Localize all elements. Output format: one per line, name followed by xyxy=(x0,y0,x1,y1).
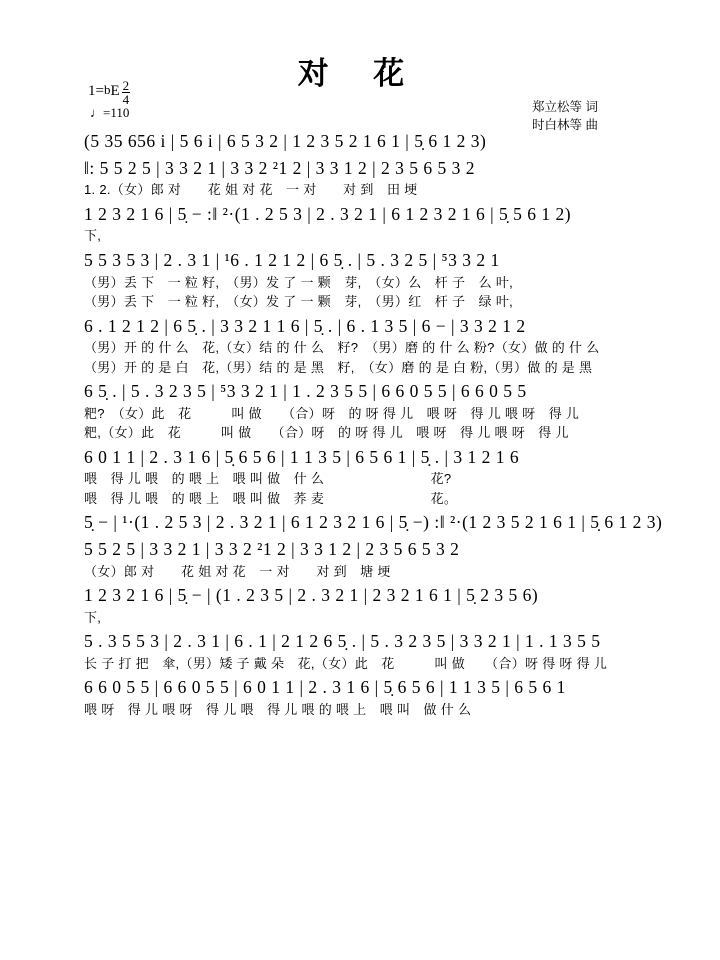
lyric-line-verse1: 粑? （女）此 花 叫 做 （合）呀 的 呀 得 儿 喂 呀 得 儿 喂 呀 得 儿 xyxy=(84,405,580,421)
music-system-8 xyxy=(0,511,720,535)
music-system-4 xyxy=(0,249,720,312)
notation-line: 6 . 1 2 1 2 | 6 5̣ . | 3 3 2 1 1 6 | 5̣ . | 6 . 1 3 5 | 6 − | 3 3 2 1 2 xyxy=(84,315,526,336)
lyric-line-verse2: （男）丢 下 一 粒 籽, （女）发 了 一 颗 芽, （男）红 杆 子 绿 叶, xyxy=(84,294,514,309)
lyric-line-verse1: （男）丢 下 一 粒 籽, （男）发 了 一 颗 芽, （女）么 杆 子 么 叶, xyxy=(84,274,514,290)
notation-line: ‖: 5 5 2 5 | 3 3 2 1 | 3 3 2 ²1 2 | 3 3 1 2 | 2 3 5 6 5 3 2 xyxy=(84,157,476,178)
notation-line: 6 5̣ . | 5 . 3 2 3 5 | ⁵3 3 2 1 | 1 . 2 3 5 5 | 6 6 0 5 5 | 6 6 0 5 5 xyxy=(84,381,527,402)
time-signature-denominator: 4 xyxy=(122,92,130,107)
notation-line: 6 0 1 1 | 2 . 3 1 6 | 5̣ 6 5 6 | 1 1 3 5 | 6 5 6 1 | 5̣ . | 3 1 2 1 6 xyxy=(84,446,520,467)
score-body xyxy=(0,130,720,723)
key-signature xyxy=(88,78,130,105)
music-system-9 xyxy=(0,538,720,581)
notation-line: 5 . 3 5 5 3 | 2 . 3 1 | 6 . 1 | 2 1 2 6 5̣ . | 5 . 3 2 3 5 | 3 3 2 1 | 1 . 1 3 5 5 xyxy=(84,631,601,652)
music-system-6 xyxy=(0,380,720,443)
composer-credit: 时白林等 曲 xyxy=(532,118,598,133)
lyric-line: 喂 呀 得 儿 喂 呀 得 儿 喂 得 儿 喂 的 喂 上 喂 叫 做 什 么 xyxy=(84,702,472,717)
notation-line: 1 2 3 2 1 6 | 5̣ − :‖ ²·(1 . 2 5 3 | 2 . 3 2 1 | 6 1 2 3 2 1 6 | 5̣ 5 6 1 2) xyxy=(84,203,572,224)
music-system-3 xyxy=(0,203,720,246)
lyric-line: 1. 2.（女）郎 对 花 姐 对 花 一 对 对 到 田 埂 xyxy=(84,182,418,198)
notation-line: (5 35 656 i | 5 6 i | 6 5 3 2 | 1 2 3 5 2 1 6 1 | 5̣ 6 1 2 3) xyxy=(84,131,487,151)
key-note: E xyxy=(110,83,120,99)
music-system-10 xyxy=(0,584,720,627)
notation-line: 5̣ − | ¹·(1 . 2 5 3 | 2 . 3 2 1 | 6 1 2 3 2 1 6 | 5̣ −) :‖ ²·(1 2 3 5 2 1 6 1 | 5̣ 6 1 2 3) xyxy=(84,512,663,533)
lyricist-credit: 郑立松等 词 xyxy=(532,100,598,114)
time-signature-numerator: 2 xyxy=(122,78,130,93)
flat-symbol: b xyxy=(103,81,111,97)
lyric-line-verse2: 粑,（女）此 花 叫 做 （合）呀 的 呀 得 儿 喂 呀 得 儿 喂 呀 得 儿 xyxy=(84,425,569,441)
notation-line: 1 2 3 2 1 6 | 5̣ − | (1 . 2 3 5 | 2 . 3 2 1 | 2 3 2 1 6 1 | 5̣ 2 3 5 6) xyxy=(84,585,539,606)
notation-line: 5 5 2 5 | 3 3 2 1 | 3 3 2 ²1 2 | 3 3 1 2 | 2 3 5 6 5 3 2 xyxy=(84,539,460,559)
music-system-12 xyxy=(0,676,720,719)
music-system-5 xyxy=(0,315,720,378)
lyric-line-verse1: （男）开 的 什 么 花,（女）结 的 什 么 籽? （男）磨 的 什 么 粉?（女）做 的 什 么 xyxy=(84,340,600,356)
tempo-marking: ♩=110 xyxy=(90,105,130,120)
key-prefix: 1= xyxy=(88,83,104,99)
music-system-1 xyxy=(0,130,720,154)
lyric-line-verse1: 喂 得 儿 喂 的 喂 上 喂 叫 做 什 么 花? xyxy=(84,471,452,487)
lyric-line: 下, xyxy=(84,228,102,244)
lyric-line: 下, xyxy=(84,609,102,625)
lyric-line: 长 子 打 把 傘,（男）矮 子 戴 朵 花,（女）此 花 叫 做 （合）呀 得 呀 得 儿 xyxy=(84,655,608,671)
music-system-11 xyxy=(0,630,720,673)
lyric-line: （女）郎 对 花 姐 对 花 一 对 对 到 塘 埂 xyxy=(84,563,391,579)
lyric-line-verse2: （男）开 的 是 白 花,（男）结 的 是 黑 籽, （女）磨 的 是 白 粉,（男）做 的 是 黑 xyxy=(84,359,593,375)
page-title: 对 花 xyxy=(297,56,423,91)
music-system-2 xyxy=(0,157,720,200)
credits xyxy=(532,98,598,134)
notation-line: 5 5 3 5 3 | 2 . 3 1 | ¹6 . 1 2 1 2 | 6 5̣ . | 5 . 3 2 5 | ⁵3 3 2 1 xyxy=(84,249,500,270)
lyric-line-verse2: 喂 得 儿 喂 的 喂 上 喂 叫 做 荞 麦 花。 xyxy=(84,490,458,506)
time-signature xyxy=(122,79,131,106)
notation-line: 6 6 0 5 5 | 6 6 0 5 5 | 6 0 1 1 | 2 . 3 1 6 | 5̣ 6 5 6 | 1 1 3 5 | 6 5 6 1 xyxy=(84,677,566,698)
music-system-7 xyxy=(0,446,720,509)
